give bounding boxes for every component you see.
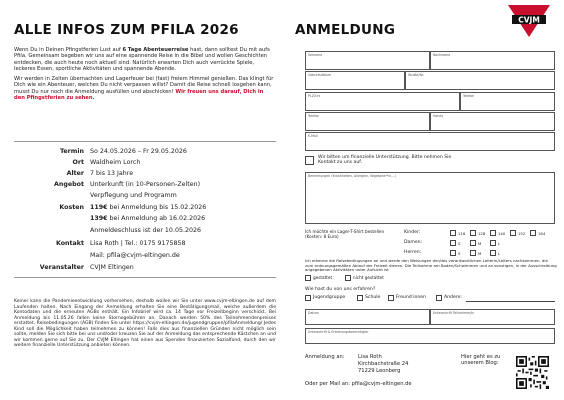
divider [14, 277, 276, 278]
plz-field[interactable] [305, 92, 460, 111]
footer-text: Keiner kann die Pandemieentwicklung vorhersehen, deshalb wollen wir Sie unter www.cvjm-eltingen.de auf dem Laufenden halten. Nach Eingang der Anmeldung erhalten Sie eine Bestätigungsmail, welche außerdem die Kontodaten und die erneuten AGBs enthält. Ein Infobrief wird ca. 14 Tage vor Freizeitbeginn verschickt. Bei Anmeldung bis 11.05.26 fallen keine Stornogebühren an. Danach werden 50% des Teilnehmendenpreises erstattet. Reisebedingungen (AGB) finden Sie unter https://cvjm-eltingen.de/jugendgruppen/pfilaAnmeldung/ Jedes Kind soll die Möglichkeit haben teilnehmen zu können! Falls dies aus finanziellen Gründen nicht möglich sein sollte, melden Sie sich bitte bei uns und/oder kreuzen Sie auf der Anmeldung das entsprechende Kästchen an und wir kommen gerne auf Sie zu. Der CVJM Eltingen hat einen aus Spenden finanzierten Sozialfond, durch den wir weitere finanzielle Unterstützung anbieten können. [14, 299, 276, 349]
size-label: 128 [478, 231, 486, 236]
strasse-label: Straße/Nr. [408, 73, 424, 77]
detail-ort [14, 159, 276, 169]
vorname-label: Vorname [308, 53, 323, 57]
detail-deadline [14, 227, 276, 237]
size-checkbox[interactable] [470, 230, 476, 236]
nachname-label: Nachname [433, 53, 451, 57]
size-label: 164 [538, 231, 546, 236]
address-city: 71229 Leonberg [358, 368, 401, 374]
logo-text: CVJM [518, 15, 540, 25]
unterschrift-label: Unterschrift Teilnehmer/in [433, 311, 475, 315]
eltern-unterschrift-label: Unterschrift & Erziehungsberechtigter [308, 330, 369, 334]
qr-code-icon[interactable] [516, 356, 549, 389]
bemerkungen-label: Bemerkungen (Krankheiten, Allergien, Vegetarier*in,...) [308, 174, 397, 178]
size-label: S [458, 251, 461, 256]
datum-label: Datum [308, 311, 319, 315]
alter-key: Alter [66, 170, 84, 177]
ort-key: Ort [72, 159, 84, 166]
intro-closing: Wir freuen uns darauf, Dich in den Pfingstferien zu sehen. [14, 88, 264, 102]
detail-kontakt-2 [14, 252, 276, 262]
intro-text [14, 47, 276, 101]
price-late-text: bei Anmeldung ab 16.02.2026 [107, 215, 206, 222]
veranstalter-key: Veranstalter [39, 264, 84, 271]
price-late: 139€ [90, 215, 108, 222]
support-checkbox[interactable] [305, 156, 314, 165]
source-label: Schule [365, 295, 381, 300]
size-checkbox[interactable] [470, 240, 476, 246]
herren-label: Herren: [404, 250, 422, 255]
strasse-field[interactable] [405, 71, 555, 90]
size-checkbox[interactable] [450, 240, 456, 246]
size-checkbox[interactable] [530, 230, 536, 236]
email-field[interactable] [305, 132, 555, 151]
angebot-value-2: Verpflegung und Programm [90, 192, 177, 199]
source-label: Andere: [444, 295, 462, 300]
intro-1c: hast, dann solltest Du mit aufs Pfila. Gemeinsam begeben wir uns auf eine spannende Reise in die Bibel und wollen Geschichten entdecken, die auch heute noch aktuell sind. Natürlich erwarten Dich auch verrückte Spiele, leckeres Essen, sportliche Aktivitäten und spannende Abende. [14, 47, 270, 72]
size-label: S [458, 241, 461, 246]
intro-paragraph-1 [14, 47, 276, 72]
form-title: ANMELDUNG [295, 22, 396, 38]
source-checkbox[interactable] [305, 295, 311, 301]
price-early: 119€ [90, 204, 108, 211]
size-checkbox[interactable] [450, 250, 456, 256]
handy-field[interactable] [430, 112, 555, 131]
kontakt-value-1: Lisa Roth | Tel.: 0175 9175858 [90, 240, 186, 247]
angebot-value-1: Unterkunft (in 10-Personen-Zelten) [90, 181, 201, 188]
source-label: Jugendgruppe [313, 295, 346, 300]
plz-label: PLZ/Ort [308, 94, 321, 98]
telefon-label: Telefon [463, 94, 475, 98]
size-label: M [478, 241, 482, 246]
detail-veranstalter [14, 264, 276, 274]
geburtsdatum-label: Geburtsdatum [308, 73, 332, 77]
price-early-text: bei Anmeldung bis 15.02.2026 [107, 204, 207, 211]
kosten-value-2 [90, 215, 205, 222]
size-checkbox[interactable] [490, 240, 496, 246]
size-label: 140 [498, 231, 506, 236]
size-label: M [478, 251, 482, 256]
consent-text: Ich erkenne die Reisebedingungen an und werde den Weisungen der/des verantwortlichen Leiterin/Leiters nachkommen, die zum ordnungsgemäßen Ablauf der Freizeit dienen. Die Teilnahme am Baden/Schwimmen und an sonstigen, in der Ausschreibung angegebenen Aktivitäten unter Aufsicht ist [305, 258, 557, 273]
found-question: Wie hast du von uns erfahren? [305, 287, 376, 292]
info-column [14, 22, 276, 349]
geburtsdatum-field[interactable] [305, 71, 405, 90]
address-street: Kirchbachstraße 24 [358, 361, 409, 367]
size-label: L [498, 241, 501, 246]
address-name: Lisa Roth [358, 354, 382, 360]
support-text: Wir bitten um finanzielle Unterstützung. Bitte nehmen Sie Kontakt zu uns auf. [318, 155, 452, 166]
datum-field[interactable] [305, 309, 430, 325]
size-label: 152 [518, 231, 526, 236]
size-checkbox[interactable] [490, 250, 496, 256]
kinder-label: Kinder: [404, 230, 421, 235]
email-label: E-Mail [308, 134, 318, 138]
size-checkbox[interactable] [470, 250, 476, 256]
detail-angebot [14, 181, 276, 191]
mail-line: Oder per Mail an: pfila@cvjm-eltingen.de [305, 381, 412, 387]
ort-value: Waldheim Lorch [90, 159, 141, 166]
size-label: 116 [458, 231, 466, 236]
divider [14, 141, 276, 142]
andere-input-line[interactable] [466, 301, 555, 302]
kosten-key: Kosten [59, 204, 84, 211]
gestattet-label: gestattet [313, 275, 333, 280]
angebot-key: Angebot [54, 181, 84, 188]
source-checkbox[interactable] [357, 295, 363, 301]
termin-key: Termin [59, 148, 84, 155]
termin-value: So 24.05.2026 – Fr 29.05.2026 [90, 148, 187, 155]
bemerkungen-field[interactable] [305, 172, 555, 224]
detail-angebot-2 [14, 192, 276, 202]
detail-kosten-2 [14, 215, 276, 225]
damen-label: Damen: [404, 240, 423, 245]
nachname-field[interactable] [430, 51, 555, 70]
intro-2: Wir werden in Zelten übernachten und Lagerfeuer bei (fast) freiem Himmel genießen. Das klingt für Dich wie ein Abenteuer, welches Du nicht verpassen willst? Damit die Reise schnell losgehen kann, musst Du nur noch die Anmeldung ausfüllen und abschicken! [14, 76, 274, 95]
vorname-field[interactable] [305, 51, 430, 70]
intro-paragraph-2 [14, 76, 276, 101]
eltern-telefon-label: Telefon [308, 114, 320, 118]
cvjm-logo [506, 3, 552, 39]
intro-1a: Wenn Du in Deinen Pfingstferien Lust auf [14, 47, 123, 53]
veranstalter-value: CVJM Eltingen [90, 264, 134, 271]
gestattet-checkbox[interactable] [305, 275, 311, 281]
tshirt-label: Ich möchte ein Lager-T-Shirt bestellen (Kosten: 8 Euro) [305, 229, 385, 239]
nicht-gestattet-checkbox[interactable] [345, 275, 351, 281]
detail-alter [14, 170, 276, 180]
nicht-gestattet-label: nicht gestattet [353, 275, 384, 280]
handy-label: Handy [433, 114, 444, 118]
size-label: L [498, 251, 501, 256]
detail-kosten [14, 204, 276, 214]
source-label: Freund:innen [396, 295, 427, 300]
detail-kontakt [14, 240, 276, 250]
detail-termin [14, 148, 276, 158]
size-checkbox[interactable] [490, 230, 496, 236]
deadline-value: Anmeldeschluss ist der 10.05.2026 [90, 227, 201, 234]
intro-1b-bold: 6 Tage Abenteuerreise [122, 47, 189, 53]
eltern-telefon-field[interactable] [305, 112, 430, 131]
alter-value: 7 bis 13 Jahre [90, 170, 134, 177]
source-checkbox[interactable] [388, 295, 394, 301]
blog-label: Hier geht es zu unserem Blog: [461, 354, 501, 367]
source-checkbox[interactable] [436, 295, 442, 301]
kosten-value-1 [90, 204, 206, 211]
size-checkbox[interactable] [450, 230, 456, 236]
info-title: ALLE INFOS ZUM PFILA 2026 [14, 22, 239, 38]
unterschrift-field[interactable] [430, 309, 555, 325]
kontakt-key: Kontakt [55, 240, 84, 247]
size-checkbox[interactable] [510, 230, 516, 236]
eltern-unterschrift-field[interactable] [305, 328, 555, 344]
anmeldung-an-label: Anmeldung an: [305, 354, 345, 360]
kontakt-value-2: Mail: pfila@cvjm-eltingen.de [90, 252, 180, 259]
telefon-field[interactable] [460, 92, 555, 111]
